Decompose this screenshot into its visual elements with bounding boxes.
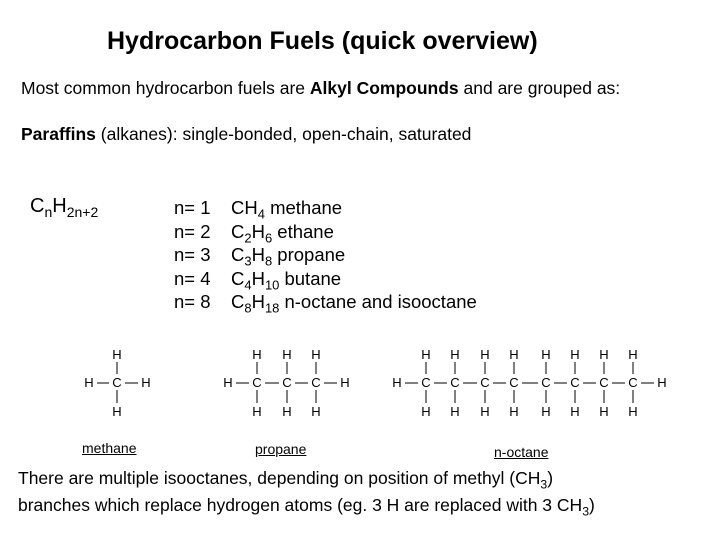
gf-n: n	[44, 203, 53, 220]
structural-formulas	[0, 330, 720, 440]
series-formula-0: $CH_4$ methane	[231, 197, 343, 222]
page-title: Hydrocarbon Fuels (quick overview)	[107, 27, 538, 55]
propane-carbon: C	[311, 375, 321, 390]
octane-h-bottom: H	[599, 404, 609, 419]
octane-h-bottom: H	[628, 404, 638, 419]
octane-h-bottom: H	[450, 404, 460, 419]
propane-h-left: H	[223, 375, 233, 390]
note-line2-before: branches which replace hydrogen atoms (eg. 3 H are replaced with 3 CH	[18, 495, 583, 515]
note-line2-sub: 3	[582, 504, 590, 519]
octane-h-bottom: H	[570, 404, 580, 419]
methane-h-bottom: H	[112, 404, 122, 419]
note-line1-before: There are multiple isooctanes, depending on position of methyl (CH	[18, 468, 541, 488]
intro-bold: Alkyl Compounds	[309, 78, 459, 98]
octane-h-top: H	[421, 347, 431, 362]
series-formula-2: $C_3H_8$ propane	[231, 244, 346, 269]
formula-column	[231, 196, 477, 314]
note-line1-sub: 3	[540, 477, 548, 492]
octane-carbon: C	[541, 375, 551, 390]
propane-carbon: C	[282, 375, 292, 390]
series-formula-1: $C_2H_6$ ethane	[231, 220, 334, 246]
propane-h-top: H	[311, 347, 321, 362]
series-formula-4: $C_8H_{18}$ n-octane and isooctane	[231, 291, 477, 316]
octane-h-top: H	[509, 347, 519, 362]
octane-h-top: H	[628, 347, 638, 362]
note-line2-after: )	[589, 495, 595, 515]
methane-h-right: H	[141, 375, 151, 390]
isooctane-note	[18, 465, 708, 519]
octane-carbon: C	[480, 375, 490, 390]
paraffins-bold: Paraffins	[21, 124, 96, 144]
octane-h-bottom: H	[509, 404, 519, 419]
methane-h-top: H	[112, 347, 122, 362]
note-line1-after: )	[547, 468, 554, 488]
propane-h-top: H	[252, 347, 262, 362]
paraffins-rest: (alkanes): single-bonded, open-chain, saturated	[95, 124, 472, 144]
octane-h-bottom: H	[421, 404, 431, 419]
methane-caption: methane	[82, 440, 137, 456]
methane-carbon: C	[112, 375, 122, 390]
propane-h-top: H	[282, 347, 292, 362]
intro-after: and are grouped as:	[458, 78, 621, 98]
octane-h-top: H	[541, 347, 551, 362]
octane-h-top: H	[599, 347, 609, 362]
gf-c: C	[30, 195, 45, 217]
gf-sub: 2n+2	[66, 203, 99, 220]
series-formula-3: $C_4H_{10}$ butane	[231, 267, 342, 293]
series-n-1: n= 2	[174, 220, 211, 242]
propane-h-bottom: H	[282, 404, 292, 419]
octane-carbon: C	[628, 375, 638, 390]
octane-carbon: C	[450, 375, 460, 390]
series-n-2: n= 3	[174, 244, 211, 266]
octane-carbon: C	[599, 375, 609, 390]
octane-h-left: H	[392, 375, 402, 390]
octane-h-bottom: H	[541, 404, 551, 419]
octane-caption: n-octane	[494, 444, 549, 460]
octane-carbon: C	[509, 375, 519, 390]
series-n-4: n= 8	[174, 291, 211, 313]
paraffins-definition	[21, 124, 471, 145]
octane-h-bottom: H	[480, 404, 490, 419]
series-n-3: n= 4	[174, 267, 211, 289]
octane-h-top: H	[450, 347, 460, 362]
propane-h-bottom: H	[311, 404, 321, 419]
gf-h: H	[52, 195, 67, 217]
n-value-column	[174, 196, 211, 314]
octane-carbon: C	[421, 375, 431, 390]
propane-h-right: H	[340, 375, 350, 390]
propane-h-bottom: H	[252, 404, 262, 419]
octane-h-top: H	[480, 347, 490, 362]
general-formula	[30, 195, 98, 218]
series-n-0: n= 1	[174, 197, 211, 218]
methane-h-left: H	[84, 375, 94, 390]
octane-h-right: H	[657, 375, 667, 390]
intro-before: Most common hydrocarbon fuels are	[21, 78, 310, 98]
intro-text	[21, 78, 620, 99]
propane-caption: propane	[255, 441, 307, 457]
octane-carbon: C	[570, 375, 580, 390]
propane-carbon: C	[252, 375, 262, 390]
octane-h-top: H	[570, 347, 580, 362]
